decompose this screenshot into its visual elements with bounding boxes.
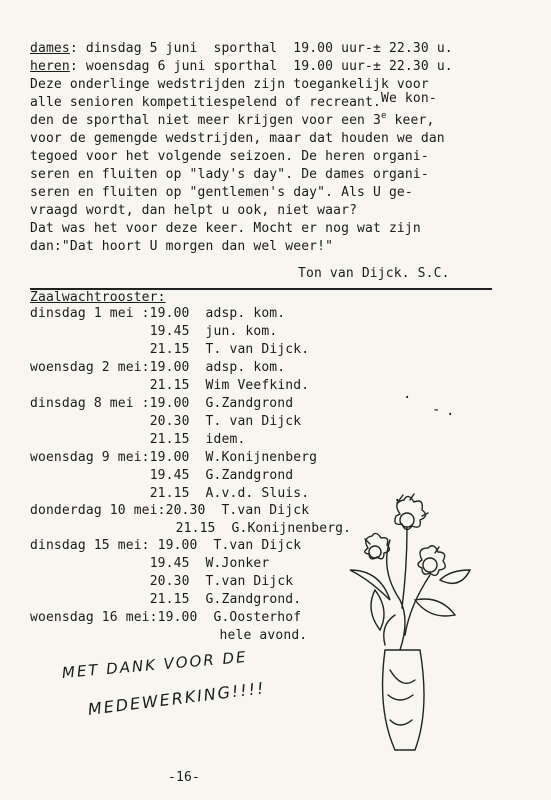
roster-row: 19.45 W.Jonker: [46, 556, 270, 571]
roster-row: woensdag 2 mei:19.00 adsp. kom.: [30, 360, 286, 375]
intro-line-8: seren en fluiten op "lady's day". De dames organi-: [30, 167, 429, 182]
superscript-e: e: [380, 111, 387, 121]
intro-line-10: vraagd wordt, dan helpt u ook, niet waar?: [30, 203, 358, 218]
document-page: dames: dinsdag 5 juni sporthal 19.00 uur-± 22.30 u. heren: woensdag 6 juni sporthal 19.00 uur-± 22.30 u. Deze onderlinge wedstrijden zijn toegankelijk voor alle senioren kompetitiespelend of recreant.We kon- den de sporthal niet meer krijgen voor een 3e keer, voor de gemengde wedstrijden, maar dat houden we dan tegoed voor het volgende seizoen. De heren organi- seren en fluiten op "lady's day". De dames organi- seren en fluiten op "gentlemen's day". Als U ge- vraagd wordt, dan helpt u ook, niet waar? Dat was het voor deze keer. Mocht er nog wat zijn dan:"Dat hoort U morgen dan wel weer!" Ton van Dijck. S.C. Zaalwachtrooster: dinsdag 1 mei :19.00 adsp. kom. 19.45 jun. kom. 21.15 T. van Dijck. woensdag 2 mei:19.00 adsp. kom. 21.15 Wim Veefkind. dinsdag 8 mei :19.00 G.Zandgrond 20.30 T. van Dijck 21.15 idem. woensdag 9 mei:19.00 W.Konijnenberg 19.45 G.Zandgrond 21.15 A.v.d. Sluis. donderdag 10 mei:20.30 T.van Dijck 21.15 G.Konijnenberg. dinsdag 15 mei: 19.00 T.van Dijck 19.45 W.Jonker 20.30 T.van Dijck 21.15 G.Zandgrond. woensdag 16 mei:19.00 G.Oosterhof hele avond. · - · · MET DANK VOOR DE MEDEWERKING!!!! -16-: [0, 0, 551, 800]
intro-line-4-tail: We kon-: [380, 91, 437, 106]
handwritten-thanks-line-1: MET DANK VOOR DE: [61, 647, 249, 682]
intro-line-7: tegoed voor het volgende seizoen. De heren organi-: [30, 149, 429, 164]
intro-line-5-main: den de sporthal niet meer krijgen voor een 3: [30, 113, 381, 128]
dames-details: : dinsdag 5 juni sporthal 19.00 uur-± 22.30 u.: [69, 41, 453, 56]
intro-line-3: Deze onderlinge wedstrijden zijn toegankelijk voor: [30, 77, 429, 92]
roster-row: woensdag 9 mei:19.00 W.Konijnenberg: [30, 450, 318, 465]
intro-line-4-main: alle senioren kompetitiespelend of recreant.: [30, 95, 381, 110]
roster-row: 21.15 G.Zandgrond.: [46, 592, 302, 607]
roster-row: 21.15 Wim Veefkind.: [46, 378, 310, 393]
heren-label: heren: [30, 59, 70, 74]
dames-line: [30, 41, 453, 56]
roster-row: dinsdag 15 mei: 19.00 T.van Dijck: [30, 538, 302, 553]
page-number: -16-: [168, 770, 200, 785]
roster-row: 21.15 G.Konijnenberg.: [56, 521, 352, 536]
intro-line-5: [30, 113, 434, 128]
roster-row: hele avond.: [60, 628, 308, 643]
signature: Ton van Dijck. S.C.: [298, 266, 450, 281]
roster-row: dinsdag 8 mei :19.00 G.Zandgrond: [30, 396, 294, 411]
roster-row: 19.45 G.Zandgrond: [46, 468, 294, 483]
roster-row: 20.30 T.van Dijck: [46, 574, 294, 589]
intro-line-5-tail: keer,: [386, 113, 435, 128]
intro-line-12: dan:"Dat hoort U morgen dan wel weer!": [30, 239, 334, 254]
roster-row: donderdag 10 mei:20.30 T.van Dijck: [30, 503, 310, 518]
intro-line-9: seren en fluiten op "gentlemen's day". Als U ge-: [30, 185, 413, 200]
handwritten-thanks-line-2: MEDEWERKING!!!!: [86, 678, 267, 719]
roster-row: 21.15 idem.: [46, 432, 246, 447]
roster-row: 19.45 jun. kom.: [46, 324, 278, 339]
dames-label: dames: [30, 41, 70, 56]
roster-row: 21.15 T. van Dijck.: [46, 342, 310, 357]
intro-line-4: [30, 91, 437, 110]
roster-row: dinsdag 1 mei :19.00 adsp. kom.: [30, 306, 286, 321]
flower-drawing-icon: [330, 480, 540, 760]
roster-heading: Zaalwachtrooster:: [30, 290, 166, 305]
roster-row: 21.15 A.v.d. Sluis.: [46, 486, 310, 501]
roster-row: woensdag 16 mei:19.00 G.Oosterhof: [30, 610, 302, 625]
roster-row: 20.30 T. van Dijck: [46, 414, 302, 429]
heren-details: : woensdag 6 juni sporthal 19.00 uur-± 22.30 u.: [69, 59, 453, 74]
intro-line-11: Dat was het voor deze keer. Mocht er nog wat zijn: [30, 221, 421, 236]
intro-line-6: voor de gemengde wedstrijden, maar dat houden we dan: [30, 131, 445, 146]
heren-line: [30, 59, 453, 74]
